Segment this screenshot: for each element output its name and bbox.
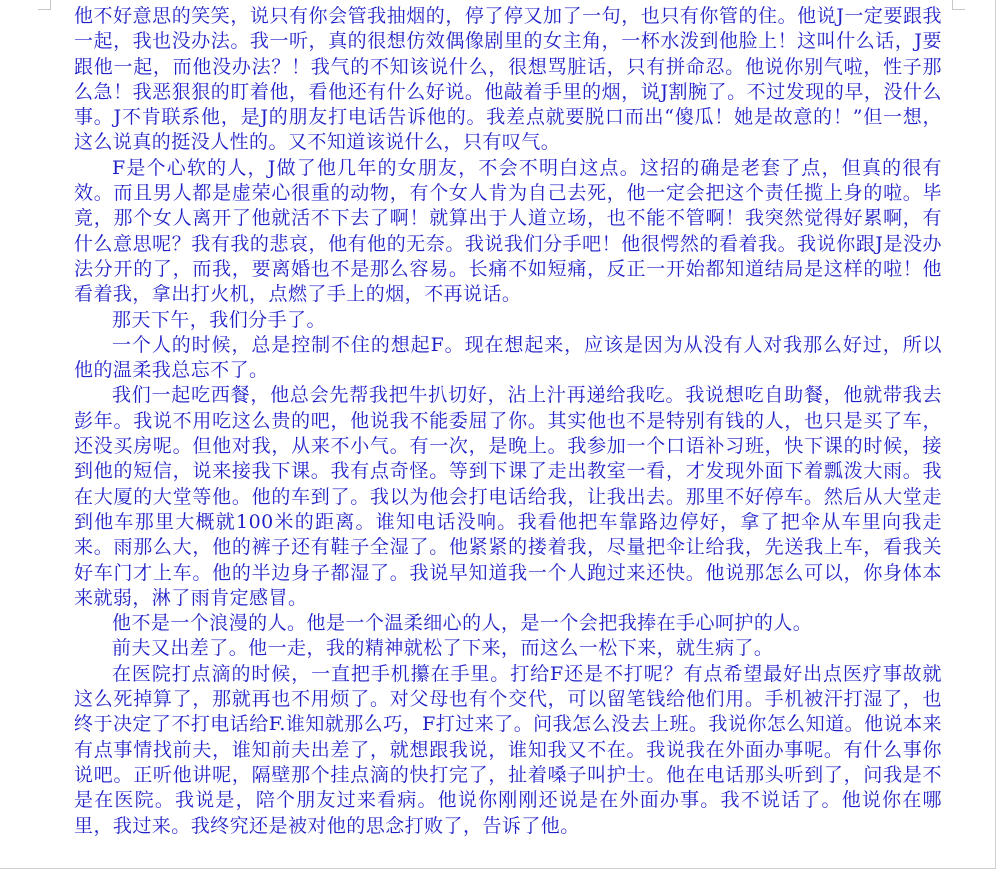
paragraph-4: 一个人的时候，总是控制不住的想起F。现在想起来，应该是因为从没有人对我那么好过，所以他的温柔我总忘不了。 [74, 333, 942, 382]
document-body [74, 4, 942, 839]
paragraph-1: 他不好意思的笑笑，说只有你会管我抽烟的，停了停又加了一句，也只有你管的住。他说J一定要跟我一起，我也没办法。我一听，真的很想仿效偶像剧里的女主角，一杯水泼到他脸上！这叫什么话，J要跟他一起，而他没办法？！我气的不知该说什么，很想骂脏话，只有拼命忍。他说你别气啦，性子那么急！我恶狠狠的盯着他，看他还有什么好说。他敲着手里的烟，说J割腕了。不过发现的早，没什么事。J不肯联系他，是J的朋友打电话告诉他的。我差点就要脱口而出“傻瓜！她是故意的！”但一想，这么说真的挺没人性的。又不知道该说什么，只有叹气。 [74, 5, 942, 154]
paragraph-5: 我们一起吃西餐，他总会先帮我把牛扒切好，沾上汁再递给我吃。我说想吃自助餐，他就带我去彭年。我说不用吃这么贵的吧，他说我不能委屈了你。其实他也不是特别有钱的人，也只是买了车，还没买房呢。但他对我，从来不小气。有一次，是晚上。我参加一个口语补习班，快下课的时候，接到他的短信，说来接我下课。我有点奇怪。等到下课了走出教室一看，才发现外面下着瓢泼大雨。我在大厦的大堂等他。他的车到了。我以为他会打电话给我，让我出去。那里不好停车。然后从大堂走到他车那里大概就100米的距离。谁知电话没响。我看他把车靠路边停好，拿了把伞从车里向我走来。雨那么大，他的裤子还有鞋子全湿了。他紧紧的搂着我，尽量把伞让给我，先送我上车，看我关好车门才上车。他的半边身子都湿了。我说早知道我一个人跑过来还快。他说那怎么可以，你身体本来就弱，淋了雨肯定感冒。 [74, 384, 942, 609]
paragraph-8: 在医院打点滴的时候，一直把手机攥在手里。打给F还是不打呢？有点希望最好出点医疗事故就这么死掉算了，那就再也不用烦了。对父母也有个交代，可以留笔钱给他们用。手机被汗打湿了，也终于决定了不打电话给F.谁知就那么巧，F打过来了。问我怎么没去上班。我说你怎么知道。他说本来有点事情找前夫，谁知前夫出差了，就想跟我说，谁知我又不在。我说我在外面办事呢。有什么事你说吧。正听他讲呢，隔壁那个挂点滴的快打完了，扯着嗓子叫护士。他在电话那头听到了，问我是不是在医院。我说是，陪个朋友过来看病。他说你刚刚还说是在外面办事。我不说话了。他说你在哪里，我过来。我终究还是被对他的思念打败了，告诉了他。 [74, 662, 942, 837]
paragraph-3: 那天下午，我们分手了。 [112, 308, 326, 331]
crop-mark-top-left [38, 0, 51, 10]
paragraph-2: F是个心软的人，J做了他几年的女朋友，不会不明白这点。这招的确是老套了点，但真的很有效。而且男人都是虚荣心很重的动物，有个女人肯为自己去死，他一定会把这个责任揽上身的啦。毕竟，那个女人离开了他就活不下去了啊！就算出于人道立场，也不能不管啊！我突然觉得好累啊，有什么意思呢？我有我的悲哀，他有他的无奈。我说我们分手吧！他很愕然的看着我。我说你跟J是没办法分开的了，而我，要离婚也不是那么容易。长痛不如短痛，反正一开始都知道结局是这样的啦！他看着我，拿出打火机，点燃了手上的烟，不再说话。 [74, 156, 942, 306]
crop-mark-top-right [952, 0, 965, 10]
paragraph-6: 他不是一个浪漫的人。他是一个温柔细心的人，是一个会把我捧在手心呵护的人。 [112, 612, 813, 635]
paragraph-7: 前夫又出差了。他一走，我的精神就松了下来，而这么一松下来，就生病了。 [112, 637, 774, 660]
